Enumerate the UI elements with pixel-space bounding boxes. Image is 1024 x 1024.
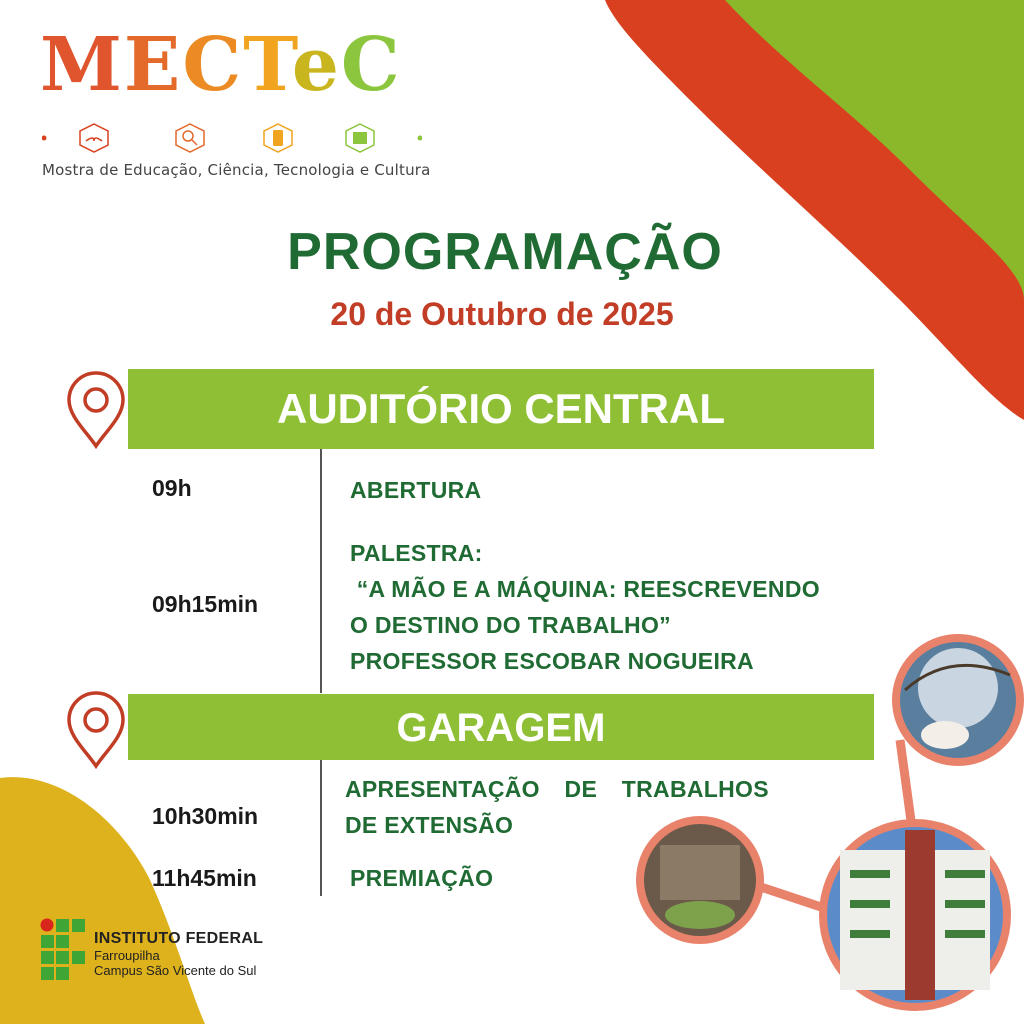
schedule-time: 09h15min <box>152 591 259 617</box>
schedule-time: 11h45min <box>152 865 257 891</box>
book-icon <box>80 124 108 152</box>
page-title: PROGRAMAÇÃO <box>287 223 723 281</box>
section-banner-auditorio: AUDITÓRIO CENTRAL <box>128 369 874 449</box>
institution-line: Farroupilha <box>94 948 160 963</box>
event-line: ABERTURA <box>350 477 482 503</box>
schedule-event <box>350 860 493 896</box>
logo-letter: e <box>291 22 341 108</box>
magnifier-icon <box>176 124 204 152</box>
section-banner-garagem: GARAGEM <box>128 694 874 760</box>
institution-text <box>94 930 263 978</box>
phone-icon <box>264 124 292 152</box>
logo-letter: E <box>123 22 183 108</box>
logo-letter: M <box>40 22 124 108</box>
instituto-federal-logo-icon <box>40 918 86 980</box>
event-line: DE EXTENSÃO <box>345 812 514 838</box>
location-pin-icon <box>65 370 127 450</box>
event-line: PROFESSOR ESCOBAR NOGUEIRA <box>350 648 754 674</box>
logo-letter: C <box>340 22 402 108</box>
schedule-event <box>350 472 481 508</box>
event-line: PALESTRA: <box>350 540 483 566</box>
schedule-time: 09h <box>152 475 192 501</box>
music-icon <box>346 124 374 152</box>
timeline-divider <box>320 449 322 693</box>
schedule-event <box>345 771 795 843</box>
mectec-logo-title <box>40 22 402 108</box>
location-pin-icon <box>65 690 127 770</box>
institution-name: INSTITUTO FEDERAL <box>94 930 264 947</box>
schedule-time: 10h30min <box>152 803 259 829</box>
event-line: O DESTINO DO TRABALHO” <box>350 612 671 638</box>
event-line: PREMIAÇÃO <box>350 865 494 891</box>
event-date: 20 de Outubro de 2025 <box>330 296 674 332</box>
event-line: “A MÃO E A MÁQUINA: REESCREVENDO <box>350 576 820 602</box>
timeline-divider <box>320 760 322 896</box>
schedule-event <box>350 535 890 679</box>
logo-letter: T <box>243 22 292 108</box>
logo-letter: C <box>182 22 244 108</box>
institution-campus: Campus São Vicente do Sul <box>94 963 257 978</box>
logo-icon-line <box>42 118 422 158</box>
logo-subtitle: Mostra de Educação, Ciência, Tecnologia e Cultura <box>42 161 431 179</box>
event-line: APRESENTAÇÃO DE TRABALHOS <box>345 776 769 802</box>
